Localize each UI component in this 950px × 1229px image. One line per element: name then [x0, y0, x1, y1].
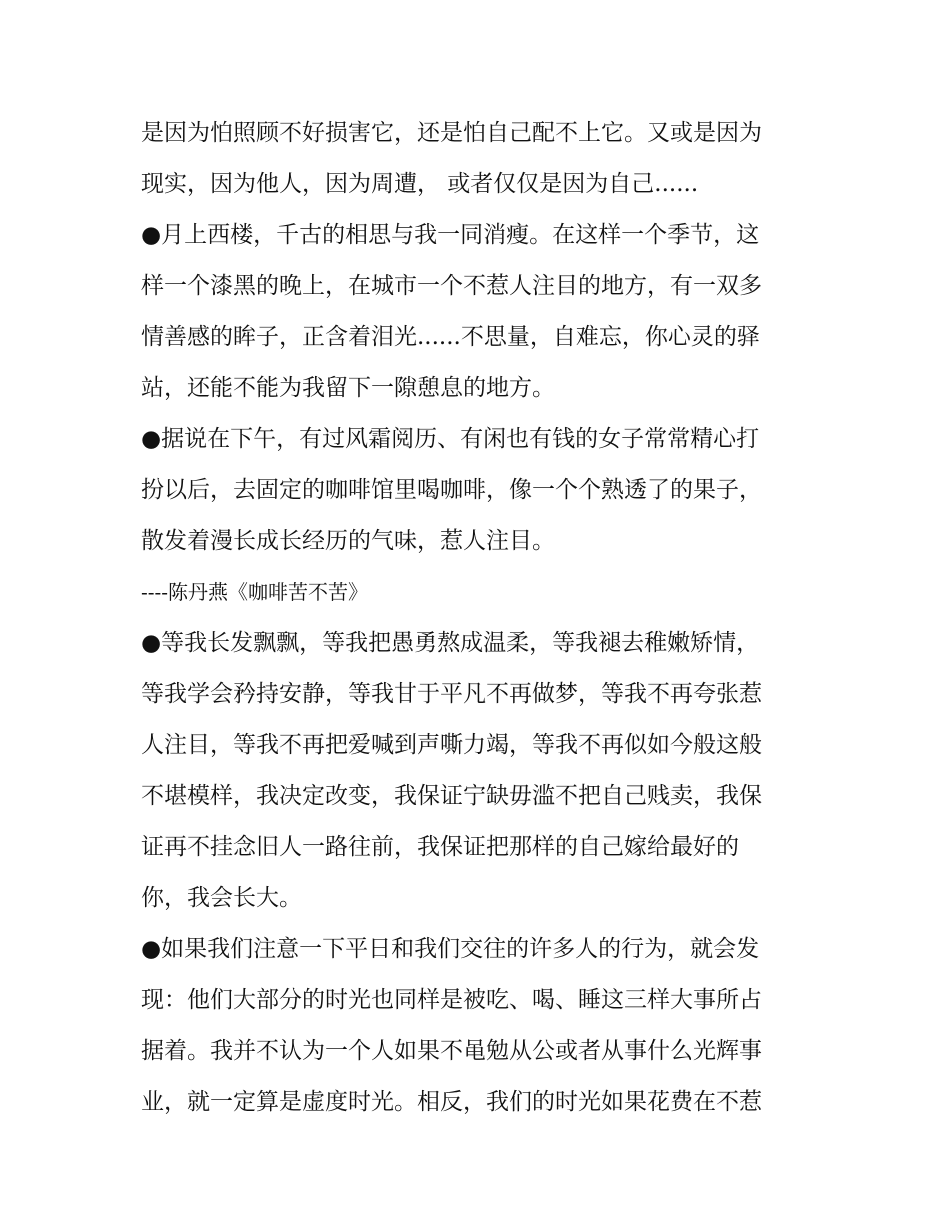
text-line: ●如果我们注意一下平日和我们交往的许多人的行为，就会发	[141, 936, 760, 962]
text-line: 等我学会矜持安静，等我甘于平凡不再做梦，等我不再夸张惹	[141, 681, 762, 707]
text-line: 情善感的眸子，正含着泪光......不思量，自难忘，你心灵的驿	[141, 324, 760, 350]
text-line: ●月上西楼，千古的相思与我一同消瘦。在这样一个季节，这	[141, 222, 760, 248]
text-line: 业，就一定算是虚度时光。相反，我们的时光如果花费在不惹	[141, 1089, 762, 1115]
text-line: ●等我长发飘飘，等我把愚勇熬成温柔，等我褪去稚嫩矫情，	[141, 630, 760, 656]
text-line: ●据说在下午，有过风霜阅历、有闲也有钱的女子常常精心打	[141, 426, 760, 452]
text-line: 人注目，等我不再把爱喊到声嘶力竭，等我不再似如今般这般	[141, 732, 762, 758]
text-line: 证再不挂念旧人一路往前，我保证把那样的自己嫁给最好的	[141, 834, 739, 860]
text-line: 样一个漆黑的晚上，在城市一个不惹人注目的地方，有一双多	[141, 273, 762, 299]
text-line: 据着。我并不认为一个人如果不黾勉从公或者从事什么光辉事	[141, 1038, 762, 1064]
text-line: 现实，因为他人，因为周遭， 或者仅仅是因为自己......	[141, 171, 699, 197]
text-line: 不堪模样，我决定改变，我保证宁缺毋滥不把自己贱卖，我保	[141, 783, 762, 809]
text-line: 散发着漫长成长经历的气味，惹人注目。	[141, 528, 555, 554]
attribution-line: ----陈丹燕《咖啡苦不苦》	[141, 580, 369, 604]
text-line: 扮以后，去固定的咖啡馆里喝咖啡，像一个个熟透了的果子，	[141, 477, 762, 503]
text-line: 现：他们大部分的时光也同样是被吃、喝、睡这三样大事所占	[141, 987, 762, 1013]
text-line: 是因为怕照顾不好损害它，还是怕自己配不上它。又或是因为	[141, 120, 762, 146]
document-body	[141, 108, 821, 1128]
text-line: 你，我会长大。	[141, 885, 302, 911]
text-line: 站，还能不能为我留下一隙憩息的地方。	[141, 375, 555, 401]
